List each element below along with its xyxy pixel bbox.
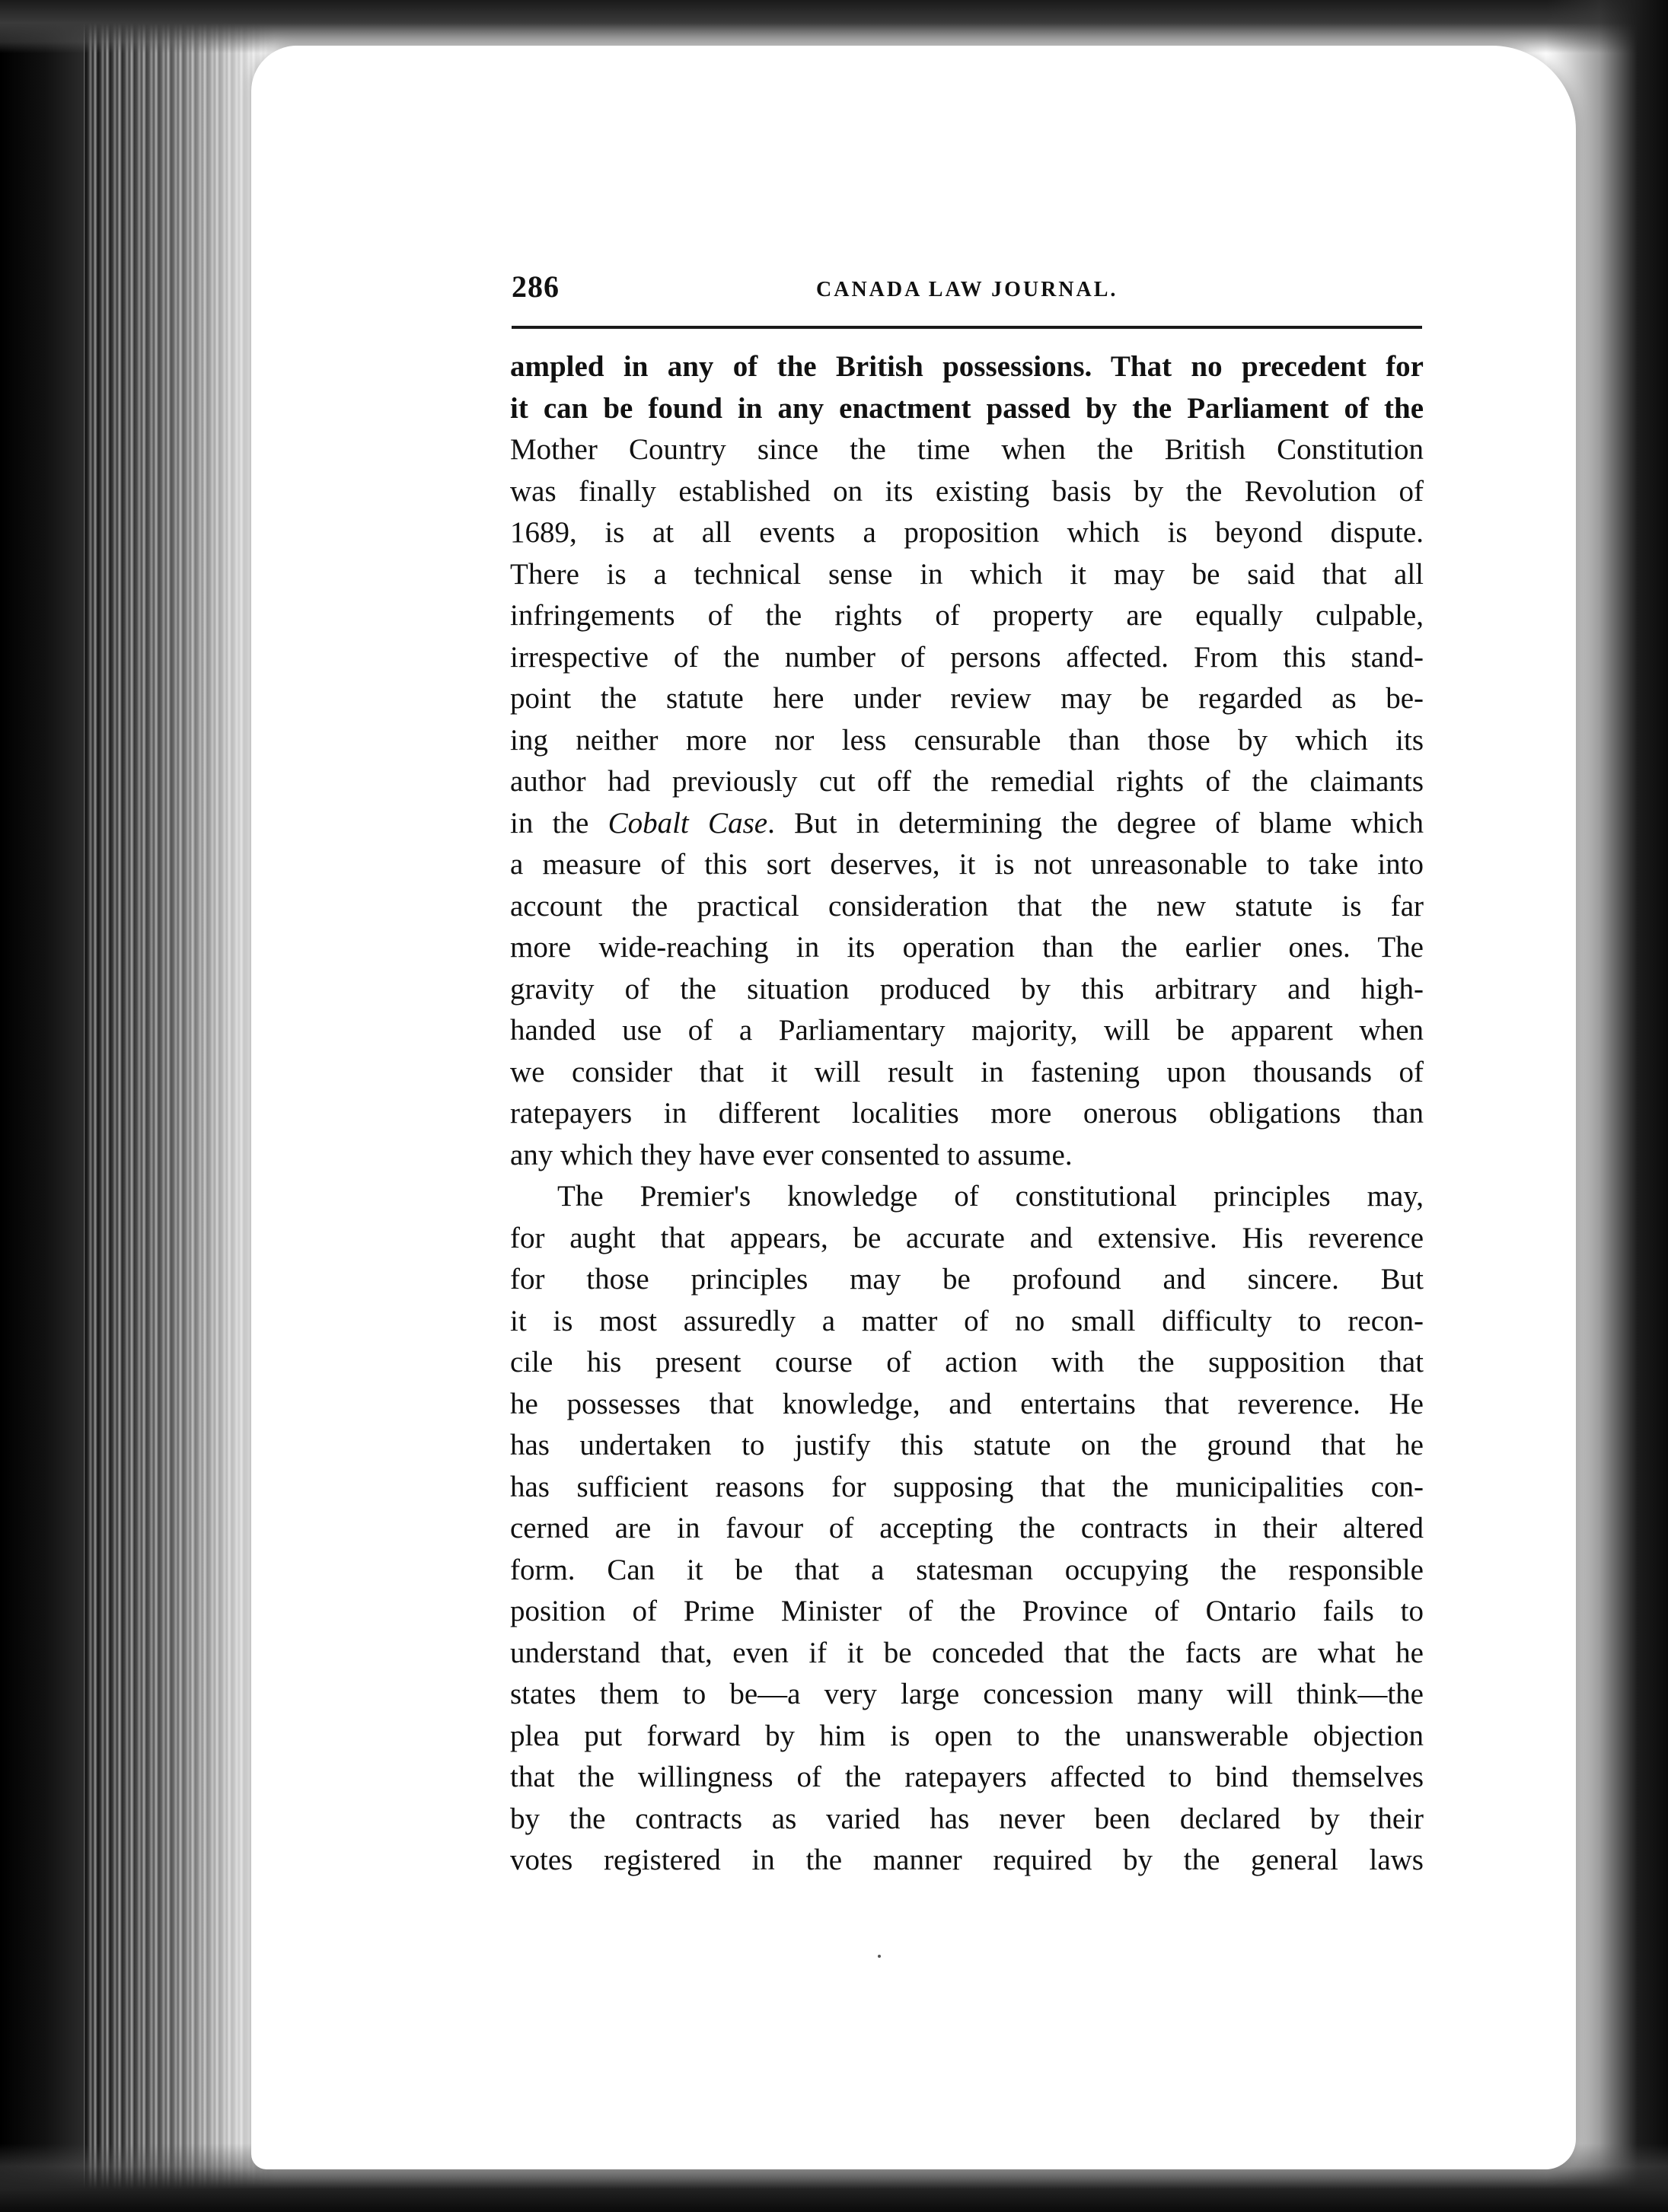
- text-line: it is most assuredly a matter of no small difficulty to recon-: [510, 1304, 1424, 1337]
- text-line: ing neither more nor less censurable than those by which its: [510, 723, 1424, 757]
- case-name: Cobalt Case: [608, 806, 768, 840]
- text-line: ampled in any of the British possessions. That no precedent for: [510, 350, 1424, 383]
- text-line: gravity of the situation produced by this arbitrary and high-: [510, 972, 1424, 1006]
- text-line: cerned are in favour of accepting the contracts in their altered: [510, 1512, 1424, 1544]
- text-line: cile his present course of action with the supposition that: [510, 1346, 1424, 1379]
- text-line: that the willingness of the ratepayers affected to bind themselves: [510, 1761, 1424, 1793]
- text-line: has sufficient reasons for supposing that the municipalities con-: [510, 1470, 1424, 1503]
- scan-left-edge: [0, 0, 84, 2212]
- text-line: he possesses that knowledge, and entertains that reverence. He: [510, 1387, 1424, 1420]
- body-text: [510, 346, 1424, 1882]
- text-line: has undertaken to justify this statute on the ground that he: [510, 1429, 1424, 1461]
- journal-title: CANADA LAW JOURNAL.: [816, 278, 1118, 301]
- text-line: position of Prime Minister of the Province of Ontario fails to: [510, 1595, 1424, 1627]
- text-line: handed use of a Parliamentary majority, will be apparent when: [510, 1014, 1424, 1047]
- header-rule: [512, 326, 1422, 329]
- text-line: more wide-reaching in its operation than the earlier ones. The: [510, 931, 1424, 964]
- text-line: by the contracts as varied has never been declared by their: [510, 1802, 1424, 1835]
- text-line: irrespective of the number of persons affected. From this stand-: [510, 640, 1424, 674]
- text-line: author had previously cut off the remedial rights of the claimants: [510, 765, 1424, 798]
- text-line: a measure of this sort deserves, it is not unreasonable to take into: [510, 848, 1424, 881]
- text-line: plea put forward by him is open to the unanswerable objection: [510, 1719, 1424, 1752]
- running-head: [512, 263, 1422, 316]
- text-line: form. Can it be that a statesman occupying the responsible: [510, 1553, 1424, 1586]
- text-line: understand that, even if it be conceded that the facts are what he: [510, 1636, 1424, 1669]
- text-line: we consider that it will result in fastening upon thousands of: [510, 1055, 1424, 1088]
- text-line: votes registered in the manner required by the general laws: [510, 1844, 1424, 1876]
- ink-speck: [878, 1955, 881, 1958]
- text-line: was finally established on its existing basis by the Revolution of: [510, 474, 1424, 508]
- text-line: ratepayers in different localities more onerous obligations than: [510, 1097, 1424, 1130]
- text-line: 1689, is at all events a proposition which is beyond dispute.: [510, 516, 1424, 549]
- page-number: 286: [512, 269, 560, 304]
- text-line: infringements of the rights of property are equally culpable,: [510, 599, 1424, 632]
- text-line: point the statute here under review may be regarded as be-: [510, 682, 1424, 715]
- text-line: for aught that appears, be accurate and extensive. His reverence: [510, 1221, 1424, 1254]
- text-line: in the Cobalt Case. But in determining the degree of blame which: [510, 806, 1424, 840]
- text-line: for those principles may be profound and sincere. But: [510, 1263, 1424, 1296]
- text-line: Mother Country since the time when the British Constitution: [510, 433, 1424, 466]
- text-line: The Premier's knowledge of constitutional principles may,: [557, 1180, 1424, 1213]
- text-line: states them to be—a very large concession many will think—the: [510, 1678, 1424, 1710]
- text-line: There is a technical sense in which it may be said that all: [510, 557, 1424, 591]
- text-line: it can be found in any enactment passed by the Parliament of the: [510, 391, 1424, 425]
- text-line: any which they have ever consented to assume.: [510, 1138, 1073, 1171]
- text-line: account the practical consideration that the new statute is far: [510, 889, 1424, 923]
